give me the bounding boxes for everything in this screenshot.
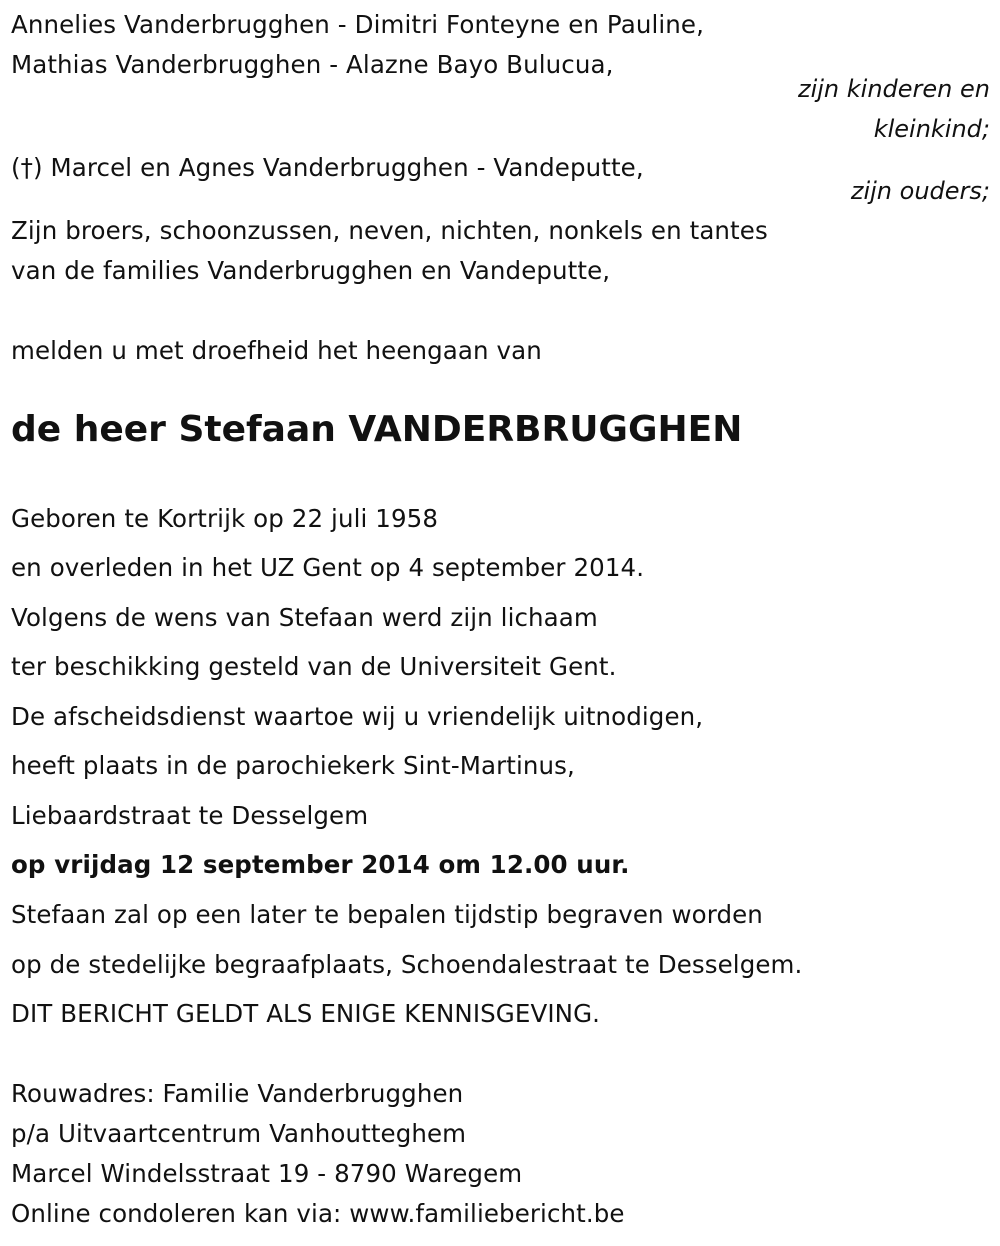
relatives-line-2: van de families Vanderbrugghen en Vandeputte,	[11, 256, 611, 285]
children-line-1: Annelies Vanderbrugghen - Dimitri Fonteyne en Pauline,	[11, 10, 704, 39]
service-date: op vrijdag 12 september 2014 om 12.00 uur.	[11, 850, 630, 879]
deceased-name: de heer Stefaan VANDERBRUGGHEN	[11, 409, 743, 450]
address-line-1: Rouwadres: Familie Vanderbrugghen	[11, 1079, 464, 1108]
children-role-line-1: zijn kinderen en	[798, 75, 990, 103]
burial-line-2: op de stedelijke begraafplaats, Schoendalestraat te Desselgem.	[11, 950, 803, 979]
announcement-intro: melden u met droefheid het heengaan van	[11, 336, 542, 365]
parents-role: zijn ouders;	[850, 177, 990, 205]
wish-line-2: ter beschikking gesteld van de Universiteit Gent.	[11, 652, 617, 681]
died-line: en overleden in het UZ Gent op 4 september 2014.	[11, 553, 645, 582]
service-line-2: heeft plaats in de parochiekerk Sint-Martinus,	[11, 751, 575, 780]
children-line-2: Mathias Vanderbrugghen - Alazne Bayo Bulucua,	[11, 50, 614, 79]
wish-line-1: Volgens de wens van Stefaan werd zijn lichaam	[11, 603, 598, 632]
address-line-3: Marcel Windelsstraat 19 - 8790 Waregem	[11, 1159, 523, 1188]
address-line-2: p/a Uitvaartcentrum Vanhoutteghem	[11, 1119, 467, 1148]
notice-line: DIT BERICHT GELDT ALS ENIGE KENNISGEVING.	[11, 999, 601, 1028]
service-line-1: De afscheidsdienst waartoe wij u vriendelijk uitnodigen,	[11, 702, 704, 731]
relatives-line-1: Zijn broers, schoonzussen, neven, nichten, nonkels en tantes	[11, 216, 768, 245]
service-line-3: Liebaardstraat te Desselgem	[11, 801, 369, 830]
children-role-line-2: kleinkind;	[873, 115, 990, 143]
born-line: Geboren te Kortrijk op 22 juli 1958	[11, 504, 439, 533]
parents-line: (†) Marcel en Agnes Vanderbrugghen - Vandeputte,	[11, 153, 644, 182]
online-condolence-line: Online condoleren kan via: www.familiebericht.be	[11, 1199, 625, 1228]
burial-line-1: Stefaan zal op een later te bepalen tijdstip begraven worden	[11, 900, 763, 929]
